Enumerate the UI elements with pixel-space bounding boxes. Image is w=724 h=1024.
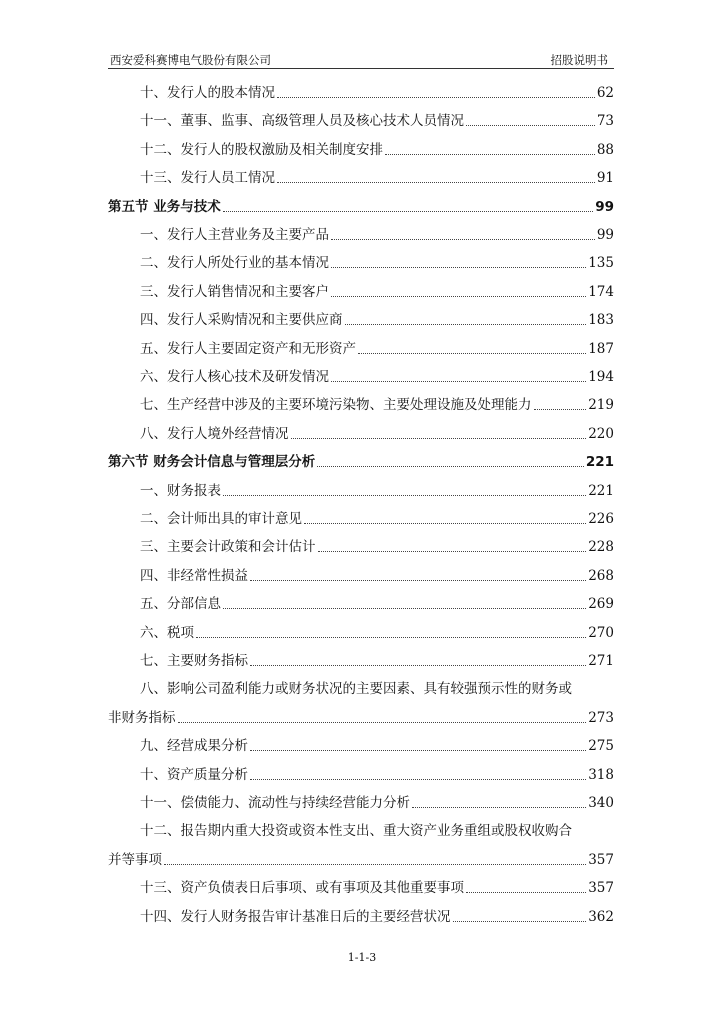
toc-page-number: 183: [588, 312, 614, 329]
toc-page-number: 88: [596, 141, 614, 158]
leader-dots: [250, 779, 586, 780]
toc-entry-label: 五、分部信息: [140, 596, 221, 613]
toc-entry[interactable]: [108, 368, 614, 386]
toc-entry[interactable]: [108, 482, 614, 500]
toc-entry-label-cont: 非财务指标: [108, 709, 176, 726]
toc-entry-label: 第六节 财务会计信息与管理层分析: [108, 454, 316, 471]
toc-entry[interactable]: [108, 567, 614, 585]
toc-entry-label: 六、发行人核心技术及研发情况: [140, 369, 329, 385]
leader-dots: [223, 495, 586, 496]
toc-page-number: 268: [588, 567, 614, 584]
toc-page-number: 318: [588, 766, 614, 783]
toc-page-number: 221: [585, 454, 614, 471]
toc-entry[interactable]: [108, 84, 614, 102]
toc-page-number: 362: [588, 908, 614, 925]
toc-entry-label: 十、资产质量分析: [140, 766, 248, 783]
toc-page-number: 174: [588, 283, 614, 300]
toc-page-number: 357: [588, 880, 614, 897]
toc-entry-label-cont: 并等事项: [108, 851, 162, 868]
toc-entry-label: 七、主要财务指标: [140, 653, 248, 669]
toc-entry-label: 五、发行人主要固定资产和无形资产: [140, 340, 356, 357]
leader-dots: [331, 239, 595, 240]
toc-page-number: 273: [588, 709, 614, 726]
toc-entry-label: 第五节 业务与技术: [108, 198, 221, 215]
toc-entry-label: 九、经营成果分析: [140, 738, 248, 755]
toc-section-heading[interactable]: [108, 453, 614, 471]
toc-page-number: 226: [588, 511, 614, 527]
leader-dots: [250, 750, 586, 751]
toc-page-number: 275: [588, 738, 614, 755]
toc-entry[interactable]: [108, 254, 614, 272]
toc-page-number: 228: [588, 539, 614, 556]
toc-entry[interactable]: [108, 737, 614, 755]
toc-entry[interactable]: [108, 340, 614, 358]
leader-dots: [223, 211, 594, 212]
leader-dots: [345, 324, 587, 325]
toc-entry[interactable]: [108, 794, 614, 812]
toc-page-number: 187: [588, 340, 614, 357]
toc-page-number: 135: [588, 255, 614, 272]
toc-entry-label: 二、会计师出具的审计意见: [140, 511, 302, 527]
leader-dots: [304, 523, 586, 524]
leader-dots: [196, 637, 586, 638]
leader-dots: [250, 580, 586, 581]
toc-entry-label: 八、影响公司盈利能力或财务状况的主要因素、具有较强预示性的财务或: [140, 681, 572, 698]
toc-entry[interactable]: [108, 624, 614, 642]
toc-page-number: 220: [588, 425, 614, 442]
toc-entry[interactable]: [108, 766, 614, 784]
toc-entry-label: 三、发行人销售情况和主要客户: [140, 283, 329, 300]
toc-entry-label: 十三、发行人员工情况: [140, 170, 275, 187]
toc-entry-label: 二、发行人所处行业的基本情况: [140, 255, 329, 272]
toc-entry-label: 十二、报告期内重大投资或资本性支出、重大资产业务重组或股权收购合: [140, 823, 572, 840]
leader-dots: [223, 608, 586, 609]
toc-entry[interactable]: [108, 425, 614, 443]
toc-page-number: 62: [596, 85, 614, 101]
page-header: [108, 48, 614, 69]
toc-entry[interactable]: [108, 112, 614, 130]
toc-entry[interactable]: [108, 396, 614, 414]
toc-page-number: 91: [596, 170, 614, 187]
toc-page-number: 99: [596, 227, 614, 243]
toc-page-number: 340: [588, 795, 614, 811]
toc-section-heading[interactable]: [108, 198, 614, 216]
toc-entry[interactable]: [108, 226, 614, 244]
toc-entry-label: 八、发行人境外经营情况: [140, 425, 289, 442]
toc-entry[interactable]: [108, 311, 614, 329]
toc-entry[interactable]: [108, 652, 614, 670]
toc-page-number: 271: [588, 653, 614, 669]
page-number: 1-1-3: [347, 951, 377, 964]
toc-page-number: 270: [588, 624, 614, 641]
toc-entry-label: 十三、资产负债表日后事项、或有事项及其他重要事项: [140, 880, 464, 897]
leader-dots: [164, 864, 586, 865]
toc-entry[interactable]: [108, 510, 614, 528]
leader-dots: [331, 381, 586, 382]
toc-entry[interactable]: [108, 908, 614, 926]
header-company: 西安爱科赛博电气股份有限公司: [110, 53, 271, 67]
leader-dots: [318, 551, 587, 552]
toc-entry-label: 七、生产经营中涉及的主要环境污染物、主要处理设施及处理能力: [140, 397, 532, 414]
leader-dots: [534, 409, 587, 410]
leader-dots: [291, 438, 587, 439]
toc-entry[interactable]: [108, 595, 614, 613]
toc-page-number: 73: [596, 113, 614, 130]
leader-dots: [385, 154, 595, 155]
toc-entry-label: 四、发行人采购情况和主要供应商: [140, 312, 343, 329]
toc-entry-label: 十、发行人的股本情况: [140, 85, 275, 101]
toc-page-number: 357: [588, 851, 614, 868]
toc-page-number: 99: [595, 198, 614, 215]
toc-entry[interactable]: [108, 141, 614, 159]
toc-page-number: 221: [588, 482, 614, 499]
toc-entry-label: 一、财务报表: [140, 482, 221, 499]
toc-entry-label: 六、税项: [140, 624, 194, 641]
toc-entry[interactable]: [108, 822, 614, 868]
leader-dots: [466, 125, 595, 126]
leader-dots: [412, 807, 586, 808]
toc-entry[interactable]: [108, 538, 614, 556]
toc-entry-label: 四、非经常性损益: [140, 567, 248, 584]
leader-dots: [358, 353, 586, 354]
leader-dots: [317, 466, 584, 467]
leader-dots: [331, 267, 586, 268]
toc-page-number: 194: [588, 369, 614, 385]
toc-entry[interactable]: [108, 879, 614, 897]
toc-entry-label: 十一、偿债能力、流动性与持续经营能力分析: [140, 795, 410, 811]
header-doc-type: 招股说明书: [550, 53, 608, 67]
toc-entry[interactable]: [108, 680, 614, 726]
toc-entry-label: 十一、董事、监事、高级管理人员及核心技术人员情况: [140, 113, 464, 130]
toc-entry[interactable]: [108, 169, 614, 187]
toc-entry[interactable]: [108, 283, 614, 301]
toc-entry-label: 十二、发行人的股权激励及相关制度安排: [140, 141, 383, 158]
toc-entry-label: 一、发行人主营业务及主要产品: [140, 227, 329, 243]
toc-page-number: 269: [588, 596, 614, 613]
leader-dots: [277, 97, 595, 98]
leader-dots: [178, 722, 587, 723]
leader-dots: [466, 892, 586, 893]
toc-page-number: 219: [588, 397, 614, 414]
leader-dots: [250, 665, 586, 666]
leader-dots: [453, 921, 587, 922]
leader-dots: [277, 182, 595, 183]
toc-entry-label: 三、主要会计政策和会计估计: [140, 539, 316, 556]
toc-entry-label: 十四、发行人财务报告审计基准日后的主要经营状况: [140, 908, 451, 925]
leader-dots: [331, 296, 586, 297]
